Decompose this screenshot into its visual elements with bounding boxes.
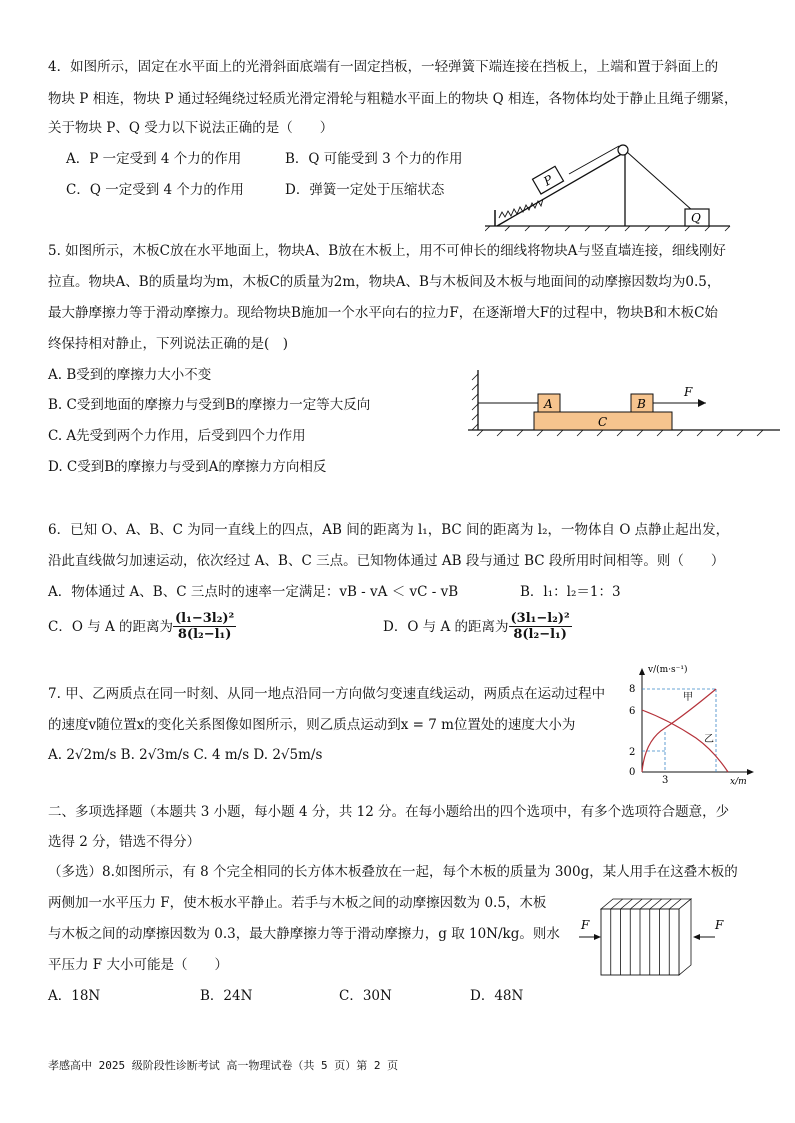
q8-stem-line4: 平压力 F 大小可能是（ ） (48, 957, 228, 973)
q8-stem-line2: 两侧加一水平压力 F，使木板水平静止。若手与木板之间的动摩擦因数为 0.5，木板 (48, 895, 547, 911)
q6-option-c-prefix: C．O 与 A 的距离为 (48, 618, 174, 635)
q6-option-b: B．l₁：l₂＝1：3 (520, 584, 621, 600)
q5-stem-line4: 终保持相对静止，下列说法正确的是( ) (48, 336, 289, 352)
q7-options: A. 2√2m/s B. 2√3m/s C. 4 m/s D. 2√5m/s (48, 747, 323, 763)
q6-option-d-denominator: 8(l₂−l₁) (513, 627, 567, 642)
q8-option-b: B．24N (200, 988, 253, 1004)
q8-boards-figure (575, 895, 740, 980)
q7-graph-yi-label: 乙 (704, 734, 714, 745)
q5-board-c-label: C (598, 415, 608, 429)
q8-force-f-right-label: F (715, 918, 724, 932)
q4-stem-line1: 4．如图所示，固定在水平面上的光滑斜面底端有一固定挡板，一轻弹簧下端连接在挡板上，上端和置于斜面上的 (48, 59, 719, 75)
q8-option-d: D．48N (470, 988, 524, 1004)
q8-option-c: C．30N (339, 988, 392, 1004)
q8-stem-line1: （多选）8.如图所示，有 8 个完全相同的长方体木板叠放在一起，每个木板的质量为 300g，某人用手在这叠木板的 (48, 864, 738, 880)
section2-heading-line1: 二、多项选择题（本题共 3 小题，每小题 4 分，共 12 分。在每小题给出的四个选项中，有多个选项符合题意，少 (48, 804, 730, 820)
q7-graph-ylabel: v/(m·s⁻¹) (648, 665, 688, 675)
q6-option-d-numerator: (3l₁−l₂)² (510, 611, 570, 626)
q5-option-a: A. B受到的摩擦力大小不变 (48, 367, 212, 383)
q5-block-b-label: B (637, 397, 646, 411)
q4-option-a: A．P 一定受到 4 个力的作用 (66, 151, 242, 167)
q6-option-a: A．物体通过 A、B、C 三点时的速率一定满足：vB - vA ＜ vC - vB (48, 584, 459, 600)
q6-option-d-prefix: D．O 与 A 的距离为 (383, 618, 509, 635)
q6-stem-line1: 6．已知 O、A、B、C 为同一直线上的四点，AB 间的距离为 l₁，BC 间的距离为 l₂，一物体自 O 点静止起出发， (48, 522, 730, 538)
q7-graph-y6: 6 (629, 706, 636, 717)
q7-graph-jia-label: 甲 (683, 692, 693, 703)
q6-option-c-fraction (173, 611, 236, 642)
q7-graph-xlabel: x/m (730, 777, 747, 785)
q6-option-d-fraction (509, 611, 572, 642)
q8-force-f-left-label: F (581, 918, 590, 932)
q7-velocity-graph (620, 660, 760, 785)
q7-graph-y2: 2 (629, 747, 636, 758)
q6-option-c-denominator: 8(l₂−l₁) (177, 627, 232, 642)
q8-stem-line3: 与木板之间的动摩擦因数为 0.3，最大静摩擦力等于滑动摩擦力，g 取 10N/kg。则水 (48, 926, 560, 942)
q4-block-p-label: P (541, 172, 556, 189)
q7-graph-x3: 3 (662, 775, 669, 785)
q5-option-c: C. A先受到两个力作用，后受到四个力作用 (48, 428, 306, 444)
q5-option-d: D. C受到B的摩擦力与受到A的摩擦力方向相反 (48, 459, 327, 475)
q5-force-f-label: F (684, 385, 693, 399)
q7-stem-line2: 的速度v随位置x的变化关系图像如图所示，则乙质点运动到x = 7 m位置处的速度大小为 (48, 717, 576, 733)
q4-option-d: D．弹簧一定处于压缩状态 (285, 182, 445, 198)
q7-stem-line1: 7. 甲、乙两质点在同一时刻、从同一地点沿同一方向做匀变速直线运动，两质点在运动过程中 (48, 686, 606, 702)
q6-option-d (383, 611, 572, 642)
q8-option-a: A．18N (48, 988, 101, 1004)
q4-stem-line3: 关于物块 P、Q 受力以下说法正确的是（ ） (48, 120, 334, 136)
q5-stem-line1: 5. 如图所示，木板C放在水平地面上，物块A、B放在木板上，用不可伸长的细线将物块A与竖直墙连接，细线刚好 (48, 243, 726, 259)
q4-option-c: C．Q 一定受到 4 个力的作用 (66, 182, 244, 198)
q5-option-b: B. C受到地面的摩擦力与受到B的摩擦力一定等大反向 (48, 397, 371, 413)
q6-option-c-numerator: (l₁−3l₂)² (175, 611, 235, 626)
q5-stem-line3: 最大静摩擦力等于滑动摩擦力。现给物块B施加一个水平向右的拉力F，在逐渐增大F的过程中，物块B和木板C始 (48, 305, 718, 321)
q5-board-figure (468, 368, 780, 438)
q4-block-q-label: Q (691, 211, 701, 225)
q4-incline-figure (485, 138, 735, 233)
q5-stem-line2: 拉直。物块A、B的质量均为m，木板C的质量为2m，物块A、B与木板间及木板与地面间的动摩擦因数均为0.5， (48, 274, 721, 290)
q6-option-c (48, 611, 236, 642)
section2-heading-line2: 选得 2 分，错选不得分） (48, 834, 201, 850)
q4-option-b: B．Q 可能受到 3 个力的作用 (285, 151, 463, 167)
q5-block-a-label: A (544, 397, 553, 411)
q7-graph-origin: 0 (629, 767, 636, 778)
q4-stem-line2: 物块 P 相连，物块 P 通过轻绳绕过轻质光滑定滑轮与粗糙水平面上的物块 Q 相连，各物体均处于静止且绳子绷紧， (48, 91, 738, 107)
q7-graph-y8: 8 (629, 684, 636, 695)
q6-stem-line2: 沿此直线做匀加速运动，依次经过 A、B、C 三点。已知物体通过 AB 段与通过 BC 段所用时间相等。则（ ） (48, 553, 725, 569)
page-footer: 孝感高中 2025 级阶段性诊断考试 高一物理试卷（共 5 页）第 2 页 (48, 1059, 399, 1072)
